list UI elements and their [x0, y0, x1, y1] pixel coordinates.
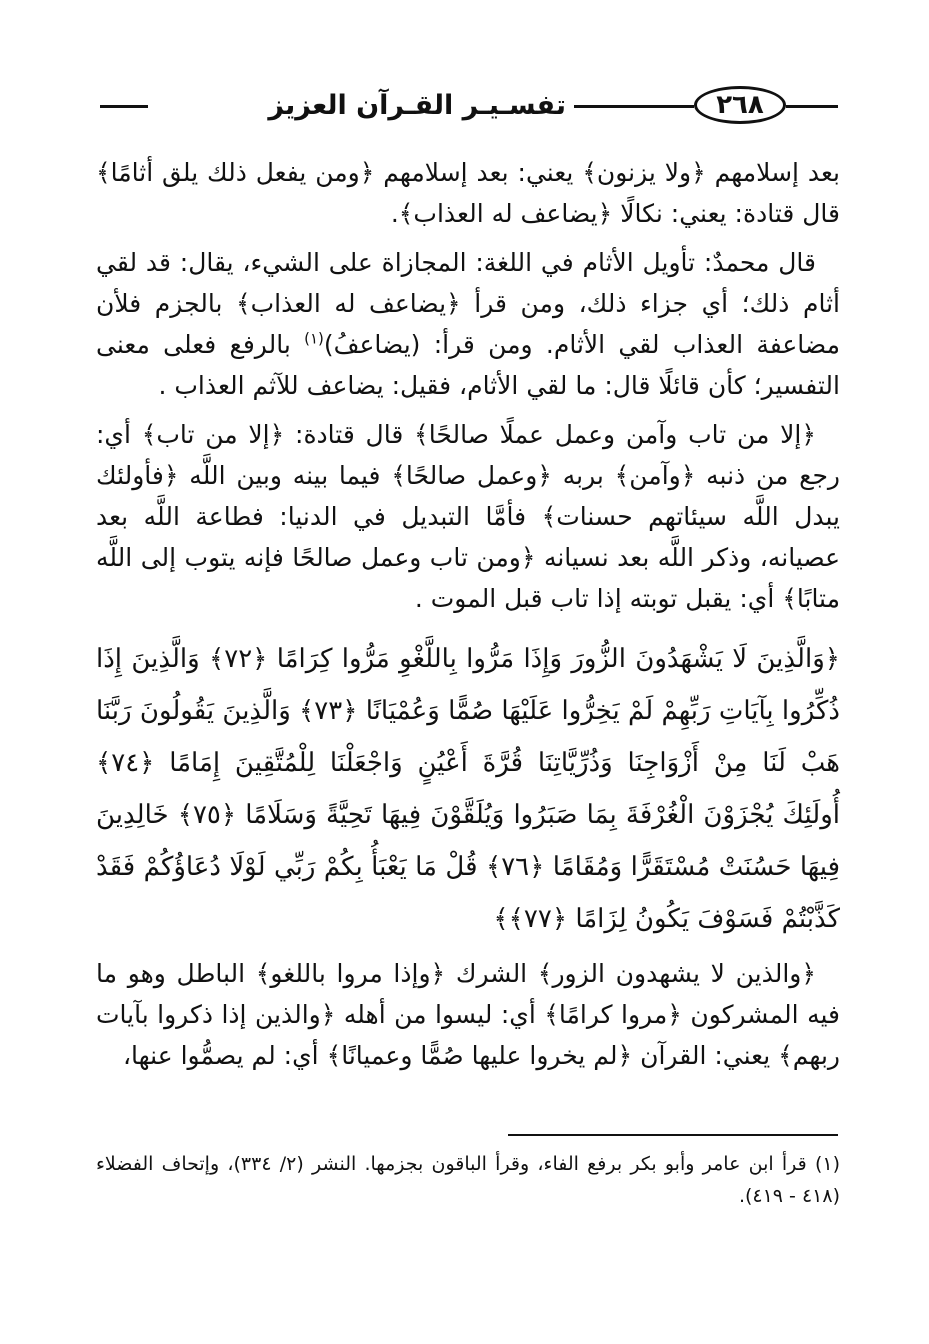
footnote-ref: (١) — [304, 329, 324, 348]
quran-verse-block: ﴿وَالَّذِينَ لَا يَشْهَدُونَ الزُّورَ وَإِذَا مَرُّوا بِاللَّغْوِ مَرُّوا كِرَامًا ﴿٧٢﴾ وَالَّذِينَ إِذَا ذُكِّرُوا بِآيَاتِ رَبِّهِمْ لَمْ يَخِرُّوا عَلَيْهَا صُمًّا وَعُمْيَانًا ﴿٧٣﴾ وَالَّذِينَ يَقُولُونَ رَبَّنَا هَبْ لَنَا مِنْ أَزْوَاجِنَا وَذُرِّيَّاتِنَا قُرَّةَ أَعْيُنٍ وَاجْعَلْنَا لِلْمُتَّقِينَ إِمَامًا ﴿٧٤﴾ أُولَئِكَ يُجْزَوْنَ الْغُرْفَةَ بِمَا صَبَرُوا وَيُلَقَّوْنَ فِيهَا تَحِيَّةً وَسَلَامًا ﴿٧٥﴾ خَالِدِينَ فِيهَا حَسُنَتْ مُسْتَقَرًّا وَمُقَامًا ﴿٧٦﴾ قُلْ مَا يَعْبَأُ بِكُمْ رَبِّي لَوْلَا دُعَاؤُكُمْ فَقَدْ كَذَّبْتُمْ فَسَوْفَ يَكُونُ لِزَامًا ﴿٧٧﴾﴾ — [96, 644, 841, 934]
paragraph-2-text: قال محمدٌ: تأويل الأثام في اللغة: المجازاة على الشيء، يقال: قد لقي أثام ذلك؛ أي جزاء ذلك، ومن قرأ ﴿يضاعف له العذاب﴾ بالجزم فلأن مضاعفة العذاب لقي الأثام. ومن قرأ: (يضاعفُ) — [96, 248, 840, 359]
page-number: ٢٦٨ — [694, 86, 786, 124]
paragraph-2 — [96, 242, 840, 406]
commentary-paragraph: ﴿والذين لا يشهدون الزور﴾ الشرك ﴿وإذا مروا باللغو﴾ الباطل وهو ما فيه المشركون ﴿مروا كرامًا﴾ أي: ليسوا من أهله ﴿والذين إذا ذكروا بآيات ربهم﴾ يعني: القرآن ﴿لم يخروا عليها صُمًّا وعميانًا﴾ أي: لم يصمُّوا عنها، — [96, 959, 840, 1070]
running-title: تفسـيـر القـرآن العزيز — [268, 90, 566, 121]
paragraph-2-text-after: بالرفع فعلى معنى التفسير؛ كأن قائلًا قال: ما لقي الأثام، فقيل: يضاعف للآثم العذاب . — [96, 330, 840, 400]
paragraph-3: ﴿إلا من تاب وآمن وعمل عملًا صالحًا﴾ قال قتادة: ﴿إلا من تاب﴾ أي: رجع من ذنبه ﴿وآمن﴾ بربه ﴿وعمل صالحًا﴾ فيما بينه وبين اللَّه ﴿فأولئك يبدل اللَّه سيئاتهم حسنات﴾ فأمَّا التبديل في الدنيا: فطاعة اللَّه بعد عصيانه، وذكر اللَّه بعد نسيانه ﴿ومن تاب وعمل صالحًا فإنه يتوب إلى اللَّه متابًا﴾ أي: يقبل توبته إذا تاب قبل الموت . — [96, 420, 840, 613]
footnote-separator — [508, 1134, 838, 1136]
page-header — [96, 84, 838, 128]
header-rule-middle — [574, 105, 694, 108]
footnote: (١) قرأ ابن عامر وأبو بكر برفع الفاء، وقرأ الباقون بجزمها. النشر (٢/ ٣٣٤)، وإتحاف الفضلاء (٤١٨ - ٤١٩). — [96, 1153, 840, 1207]
paragraph-1: بعد إسلامهم ﴿ولا يزنون﴾ يعني: بعد إسلامهم ﴿ومن يفعل ذلك يلق أثامًا﴾ قال قتادة: يعني: نكالًا ﴿يضاعف له العذاب﴾. — [96, 158, 840, 228]
header-rule-left — [100, 105, 148, 108]
main-text — [96, 152, 840, 1084]
header-rule-right — [786, 105, 838, 108]
